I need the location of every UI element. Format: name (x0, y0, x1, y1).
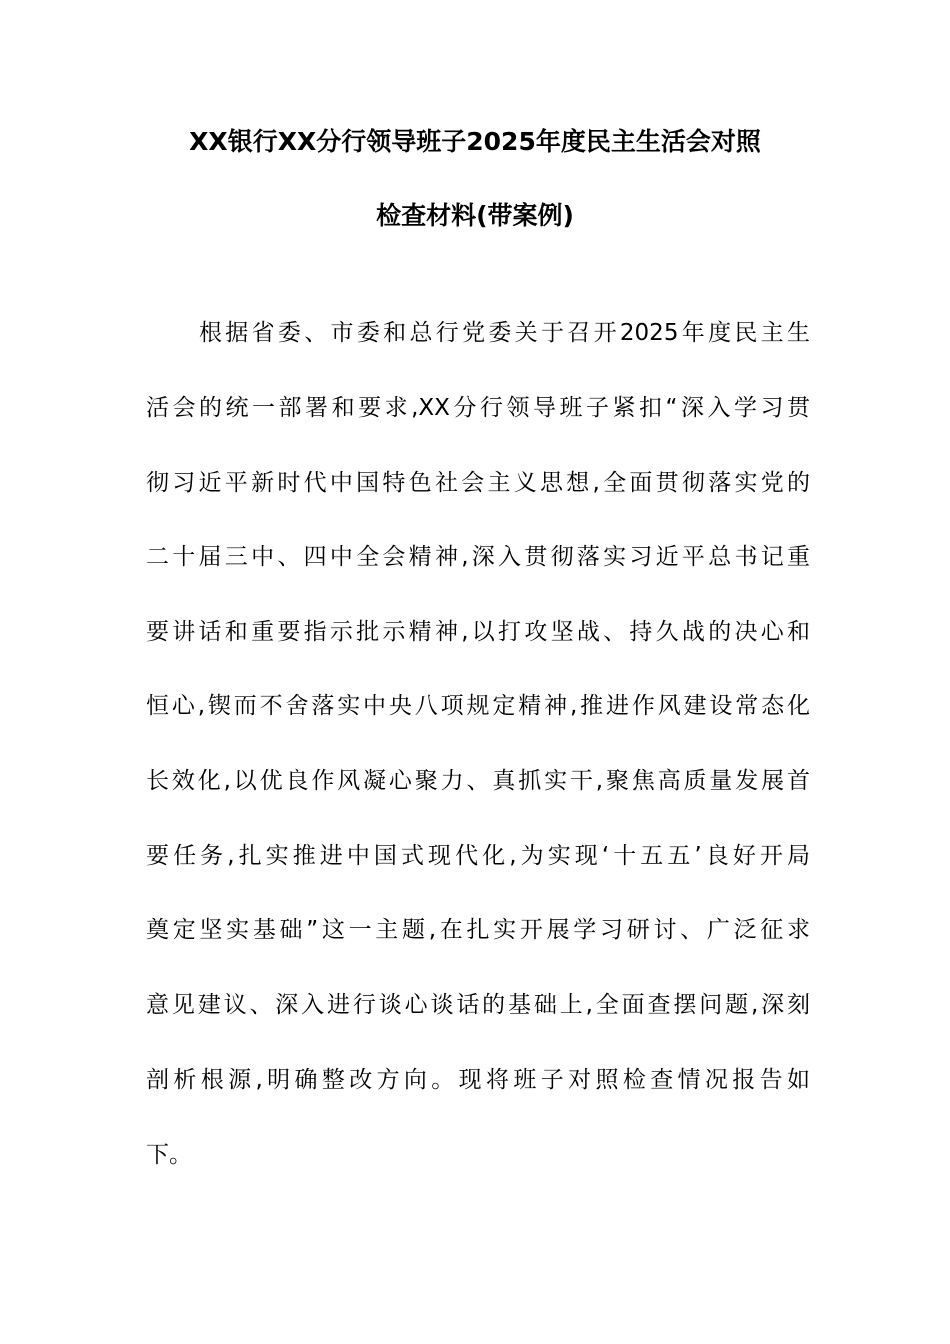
paragraph-line-12: 下。 (146, 1142, 192, 1168)
paragraph-line-1: 根据省委、市委和总行党委关于召开2025年度民主生 (199, 320, 810, 346)
paragraph-line-3: 彻习近平新时代中国特色社会主义思想,全面贯彻落实党的 (146, 470, 810, 496)
paragraph-line-2: 活会的统一部署和要求,XX分行领导班子紧扣“深入学习贯 (146, 395, 810, 421)
paragraph-line-11: 剖析根源,明确整改方向。现将班子对照检查情况报告如 (146, 1067, 810, 1093)
paragraph-line-9: 奠定坚实基础”这一主题,在扎实开展学习研讨、广泛征求 (146, 917, 810, 943)
paragraph-line-8: 要任务,扎实推进中国式现代化,为实现‘十五五’良好开局 (146, 843, 810, 869)
paragraph-line-4: 二十届三中、四中全会精神,深入贯彻落实习近平总书记重 (146, 544, 810, 570)
paragraph-line-5: 要讲话和重要指示批示精神,以打攻坚战、持久战的决心和 (146, 619, 810, 645)
document-title-line-1: XX银行XX分行领导班子2025年度民主生活会对照 (189, 127, 761, 156)
paragraph-line-6: 恒心,锲而不舍落实中央八项规定精神,推进作风建设常态化 (146, 693, 810, 719)
paragraph-line-7: 长效化,以优良作风凝心聚力、真抓实干,聚焦高质量发展首 (146, 768, 810, 794)
paragraph-line-10: 意见建议、深入进行谈心谈话的基础上,全面查摆问题,深刻 (146, 992, 810, 1018)
document-title-line-2: 检查材料(带案例) (376, 201, 574, 230)
